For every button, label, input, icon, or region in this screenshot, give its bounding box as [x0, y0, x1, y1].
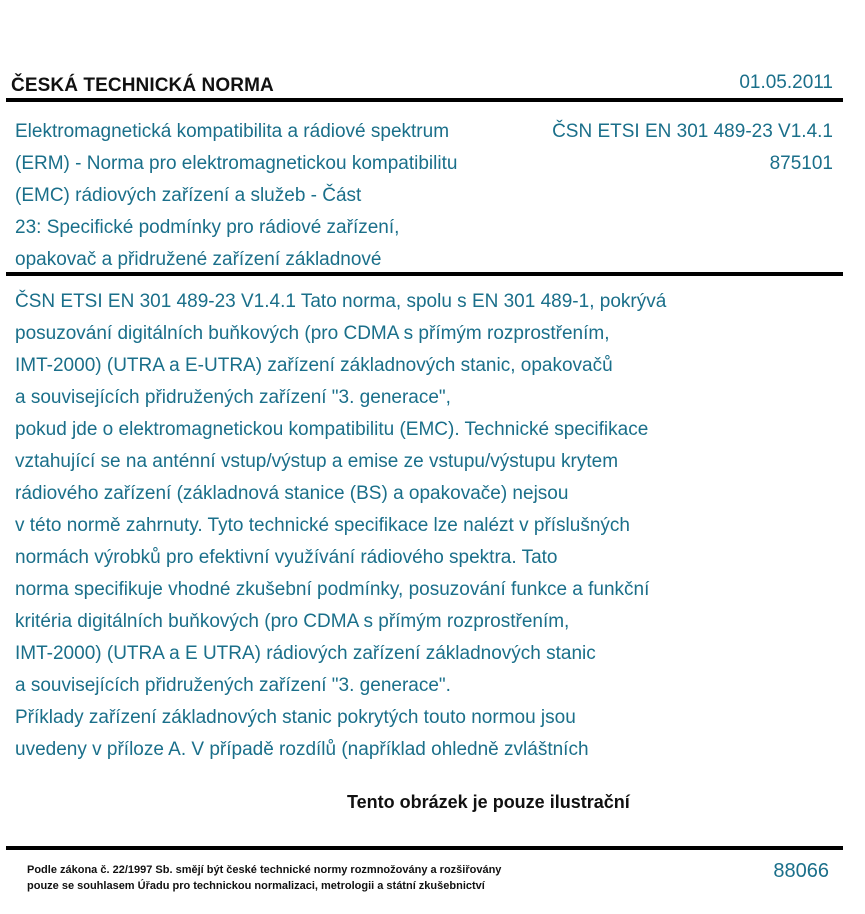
publication-date: 01.05.2011 — [739, 72, 833, 93]
abstract-line: IMT-2000) (UTRA a E UTRA) rádiových zařízení základnových stanic — [15, 643, 596, 664]
title-divider — [6, 272, 843, 276]
title-line: 23: Specifické podmínky pro rádiové zařízení, — [15, 217, 400, 238]
title-line: (EMC) rádiových zařízení a služeb - Část — [15, 185, 362, 206]
abstract-line: ČSN ETSI EN 301 489-23 V1.4.1 Tato norma, spolu s EN 301 489-1, pokrývá — [15, 291, 667, 312]
abstract-line: a souvisejících přidružených zařízení "3. generace", — [15, 387, 451, 408]
classification-code: 875101 — [769, 153, 833, 174]
legal-notice-line: Podle zákona č. 22/1997 Sb. smějí být české technické normy rozmnožovány a rozšiřovány — [27, 864, 502, 876]
abstract-line: a souvisejících přidružených zařízení "3. generace". — [15, 675, 451, 696]
catalog-number: 88066 — [773, 860, 829, 882]
footer-divider — [6, 846, 843, 850]
illustration-disclaimer: Tento obrázek je pouze ilustrační — [347, 792, 630, 812]
abstract-line: pokud jde o elektromagnetickou kompatibilitu (EMC). Technické specifikace — [15, 419, 649, 440]
abstract-text — [15, 286, 845, 766]
title-line: opakovač a přidružené zařízení základnové — [15, 249, 382, 270]
legal-notice-line: pouze se souhlasem Úřadu pro technickou normalizaci, metrologii a státní zkušebnictví — [27, 880, 485, 892]
abstract-line: kritéria digitálních buňkových (pro CDMA s přímým rozprostřením, — [15, 611, 570, 632]
document-type-label: ČESKÁ TECHNICKÁ NORMA — [11, 75, 274, 96]
abstract-line: uvedeny v příloze A. V případě rozdílů (například ohledně zvláštních — [15, 739, 589, 760]
header-divider — [6, 98, 843, 102]
title-line: Elektromagnetická kompatibilita a rádiové spektrum — [15, 121, 450, 142]
title-line: (ERM) - Norma pro elektromagnetickou kompatibilitu — [15, 153, 458, 174]
standard-designation: ČSN ETSI EN 301 489-23 V1.4.1 — [552, 121, 833, 142]
abstract-line: normách výrobků pro efektivní využívání rádiového spektra. Tato — [15, 547, 558, 568]
standard-title — [15, 116, 525, 276]
abstract-line: IMT-2000) (UTRA a E-UTRA) zařízení základnových stanic, opakovačů — [15, 355, 613, 376]
legal-notice — [27, 862, 501, 894]
abstract-line: Příklady zařízení základnových stanic pokrytých touto normou jsou — [15, 707, 576, 728]
abstract-line: norma specifikuje vhodné zkušební podmínky, posuzování funkce a funkční — [15, 579, 650, 600]
abstract-line: v této normě zahrnuty. Tyto technické specifikace lze nalézt v příslušných — [15, 515, 630, 536]
standard-identifiers — [552, 116, 833, 180]
abstract-line: posuzování digitálních buňkových (pro CDMA s přímým rozprostřením, — [15, 323, 610, 344]
abstract-line: vztahující se na anténní vstup/výstup a emise ze vstupu/výstupu krytem — [15, 451, 619, 472]
abstract-line: rádiového zařízení (základnová stanice (BS) a opakovače) nejsou — [15, 483, 569, 504]
